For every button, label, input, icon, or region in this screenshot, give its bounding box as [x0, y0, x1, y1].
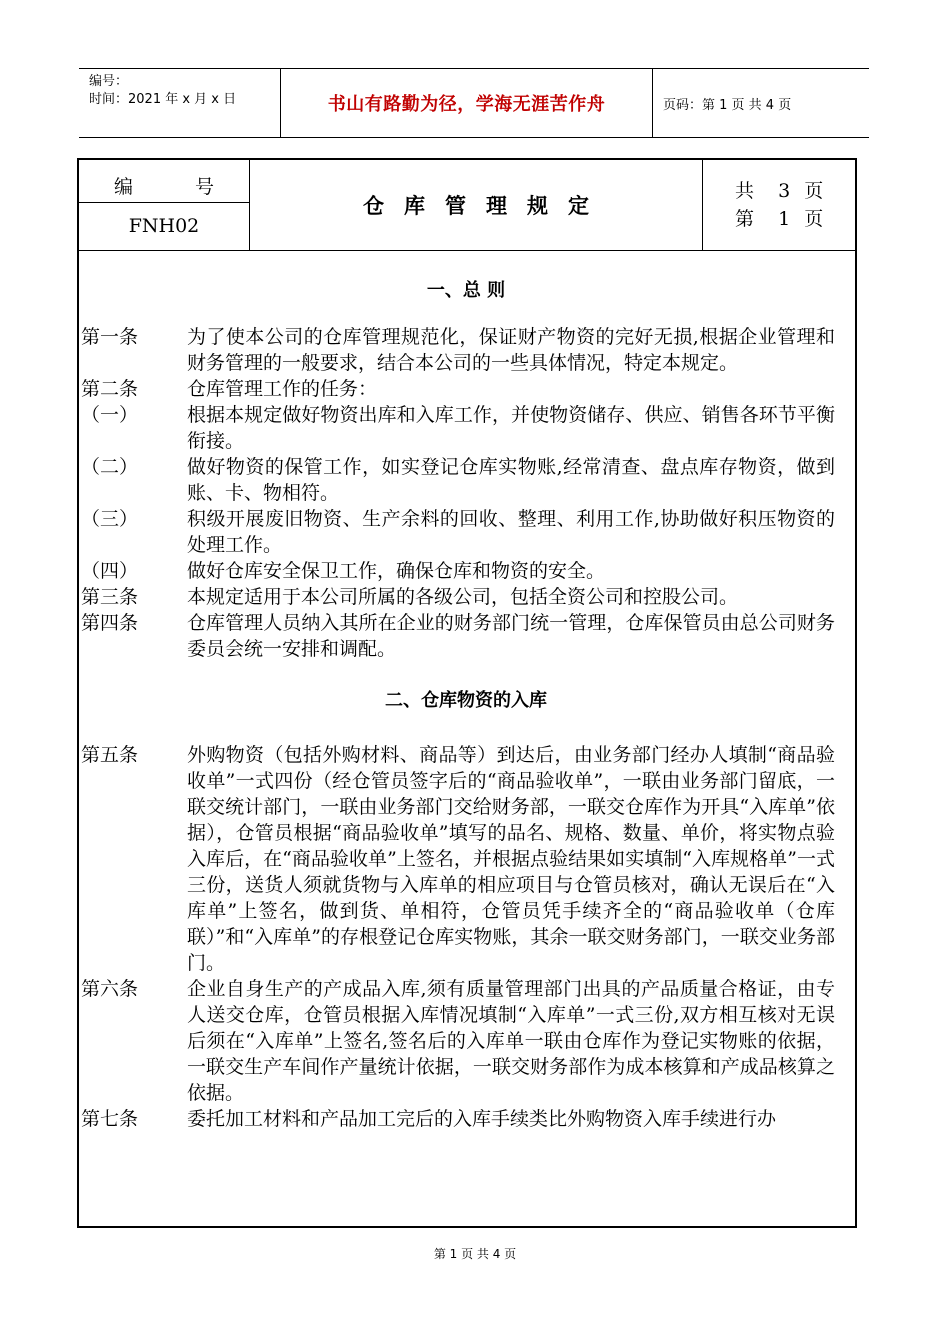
article-text: 企业自身生产的产成品入库,须有质量管理部门出具的产品质量合格证，由专人送交仓库，仓管员根据入库情况填制“入库单”一式三份,双方相互核对无误后须在“入库单”上签名,签名后的入库单一联由仓库作为登记实物账的依据，一联交生产车间作产量统计依据，一联交财务部作为成本核算和产成品核算之依据。: [187, 978, 835, 1104]
total-unit: 页: [804, 180, 824, 202]
article-text: 积级开展废旧物资、生产余料的回收、整理、利用工作,协助做好积压物资的处理工作。: [187, 508, 835, 556]
code-label: 编 号: [113, 176, 243, 198]
article-text: 仓库管理工作的任务：: [187, 378, 378, 400]
motto: 书山有路勤为径，学海无涯苦作舟: [327, 94, 606, 115]
article: [81, 558, 851, 584]
article: [81, 324, 851, 376]
article-number: （四）: [81, 560, 139, 582]
article-text: 根据本规定做好物资出库和入库工作，并使物资储存、供应、销售各环节平衡衔接。: [187, 404, 835, 452]
article: [81, 454, 851, 506]
code-divider: [79, 202, 249, 203]
article-text: 仓库管理人员纳入其所在企业的财务部门统一管理，仓库保管员由总公司财务委员会统一安排和调配。: [187, 612, 835, 660]
article-number: 第四条: [81, 612, 139, 634]
page-header: [79, 68, 869, 138]
code-cell: [79, 160, 250, 250]
section-heading-2: 二、仓库物资的入库: [385, 690, 547, 711]
article-number: （一）: [81, 404, 139, 426]
article-number: （三）: [81, 508, 139, 530]
header-motto-cell: [281, 69, 653, 137]
article-text: 做好仓库安全保卫工作，确保仓库和物资的安全。: [187, 560, 606, 582]
article: [81, 742, 851, 976]
article-number: 第五条: [81, 744, 139, 766]
article-text: 做好物资的保管工作，如实登记仓库实物账,经常清查、盘点库存物资，做到账、卡、物相符。: [187, 456, 835, 504]
total-pages: [735, 176, 845, 203]
title-row: [79, 160, 855, 251]
header-page-cell: [653, 69, 869, 137]
document-frame: [77, 158, 857, 1228]
title-cell: [250, 160, 703, 250]
page-info: 页码：第 1 页 共 4 页: [663, 97, 792, 113]
number-label: 编号：: [89, 74, 129, 89]
current-page: [735, 204, 845, 231]
pages-cell: [703, 160, 855, 250]
page-footer: 第 1 页 共 4 页: [433, 1247, 517, 1261]
section-heading-1: 一、总 则: [426, 280, 506, 301]
article-text: 本规定适用于本公司所属的各级公司，包括全资公司和控股公司。: [187, 586, 739, 608]
page-num: 1: [778, 208, 791, 230]
page-label: 第: [735, 208, 755, 230]
article-number: 第一条: [81, 326, 139, 348]
article-number: 第三条: [81, 586, 139, 608]
article: [81, 584, 851, 610]
article-number: 第二条: [81, 378, 139, 400]
article-number: （二）: [81, 456, 139, 478]
article: [81, 402, 851, 454]
article-text: 委托加工材料和产品加工完后的入库手续类比外购物资入库手续进行办: [187, 1108, 777, 1130]
article: [81, 506, 851, 558]
article: [81, 376, 851, 402]
article-number: 第七条: [81, 1108, 139, 1130]
article-text: 外购物资（包括外购材料、商品等）到达后，由业务部门经办人填制“商品验收单”一式四份（经仓管员签字后的“商品验收单”，一联由业务部门留底，一联交统计部门，一联由业务部门交给财务部，一联交仓库作为开具“入库单”依据），仓管员根据“商品验收单”填写的品名、规格、数量、单价，将实物点验入库后，在“商品验收单”上签名，并根据点验结果如实填制“入库规格单”一式三份，送货人须就货物与入库单的相应项目与仓管员核对，确认无误后在“入库单”上签名，做到货、单相符，仓管员凭手续齐全的“商品验收单（仓库联）”和“入库单”的存根登记仓库实物账，其余一联交财务部门，一联交业务部门。: [187, 744, 835, 974]
time-label: 时间：2021 年 x 月 x 日: [89, 92, 237, 107]
doc-title: 仓库管理规定: [363, 194, 609, 218]
article: [81, 976, 851, 1106]
article: [81, 1106, 851, 1132]
article-number: 第六条: [81, 978, 139, 1000]
header-meta: [79, 69, 281, 137]
doc-code: FNH02: [128, 215, 200, 237]
article: [81, 610, 851, 662]
total-label: 共: [735, 180, 755, 202]
article-text: 为了使本公司的仓库管理规范化，保证财产物资的完好无损,根据企业管理和财务管理的一般要求，结合本公司的一些具体情况，特定本规定。: [187, 326, 835, 374]
page-unit: 页: [804, 208, 824, 230]
total-num: 3: [778, 180, 791, 202]
document-body: [81, 250, 851, 1132]
